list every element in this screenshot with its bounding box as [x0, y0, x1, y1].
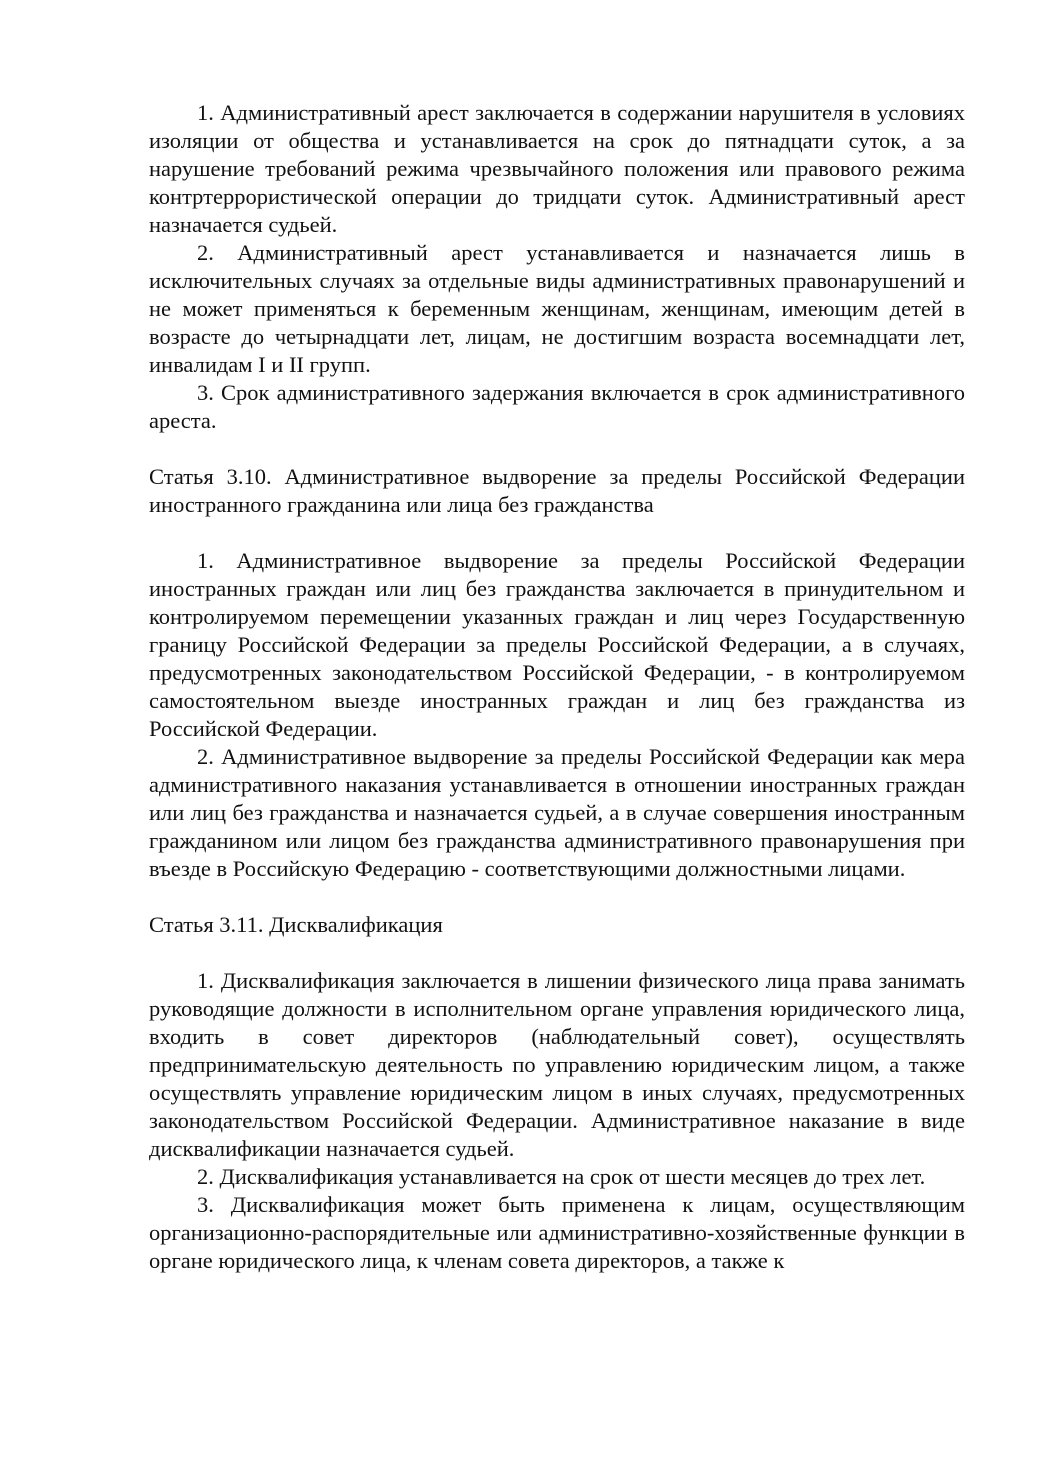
spacer — [149, 883, 965, 911]
paragraph-disqualification-1: 1. Дисквалификация заключается в лишении физического лица права занимать руководящие должности в исполнительном органе управления юридического лица, входить в совет директоров (наблюдательный совет), осуществлять предпринимательскую деятельность по управлению юридическим лицом, а также осуществлять управление юридическим лицом в иных случаях, предусмотренных законодательством Российской Федерации. Административное наказание в виде дисквалификации назначается судьей. — [149, 968, 965, 1161]
paragraph-arrest-2: 2. Административный арест устанавливается и назначается лишь в исключительных случаях за отдельные виды административных правонарушений и не может применяться к беременным женщинам, женщинам, имеющим детей в возрасте до четырнадцати лет, лицам, не достигшим возраста восемнадцати лет, инвалидам I и II групп. — [149, 240, 965, 377]
spacer — [149, 939, 965, 967]
spacer — [149, 435, 965, 463]
paragraph-disqualification-2: 2. Дисквалификация устанавливается на срок от шести месяцев до трех лет. — [197, 1164, 926, 1189]
paragraph-disqualification-3: 3. Дисквалификация может быть применена к лицам, осуществляющим организационно-распорядительные или административно-хозяйственные функции в органе юридического лица, к членам совета директоров, а также к — [149, 1192, 965, 1273]
paragraph-expulsion-2: 2. Административное выдворение за пределы Российской Федерации как мера административного наказания устанавливается в отношении иностранных граждан или лиц без гражданства и назначается судьей, а в случае совершения иностранным гражданином или лицом без гражданства административного правонарушения при въезде в Российскую Федерацию - соответствующими должностными лицами. — [149, 744, 965, 881]
article-heading-3-11: Статья 3.11. Дисквалификация — [149, 912, 443, 937]
paragraph-arrest-3: 3. Срок административного задержания включается в срок административного ареста. — [149, 380, 965, 433]
spacer — [149, 519, 965, 547]
paragraph-expulsion-1: 1. Административное выдворение за пределы Российской Федерации иностранных граждан или лиц без гражданства заключается в принудительном и контролируемом перемещении указанных граждан и лиц через Государственную границу Российской Федерации за пределы Российской Федерации, а в случаях, предусмотренных законодательством Российской Федерации, - в контролируемом самостоятельном выезде иностранных граждан и лиц без гражданства из Российской Федерации. — [149, 548, 965, 741]
paragraph-arrest-1: 1. Административный арест заключается в содержании нарушителя в условиях изоляции от общества и устанавливается на срок до пятнадцати суток, а за нарушение требований режима чрезвычайного положения или правового режима контртеррористической операции до тридцати суток. Административный арест назначается судьей. — [149, 100, 965, 237]
article-heading-3-10: Статья 3.10. Административное выдворение за пределы Российской Федерации иностранного гражданина или лица без гражданства — [149, 464, 965, 517]
